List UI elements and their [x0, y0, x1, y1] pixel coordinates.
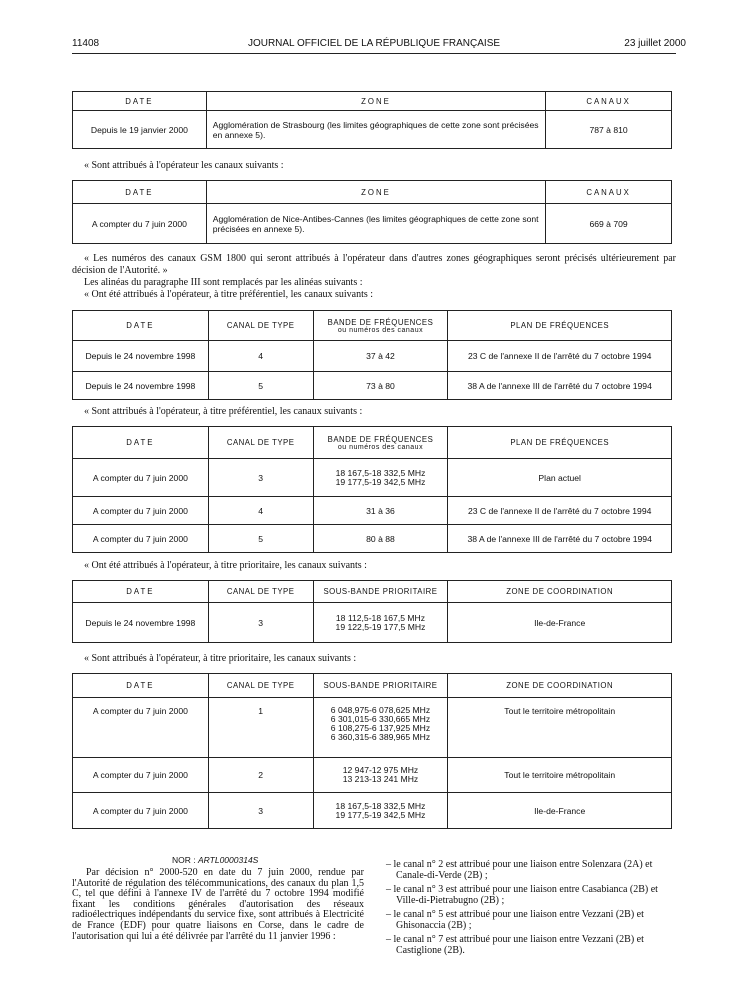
intro-paragraph: « Sont attribués à l'opérateur, à titre préférentiel, les canaux suivants :	[84, 406, 363, 417]
intro-paragraph: « Ont été attribués à l'opérateur, à titre préférentiel, les canaux suivants :	[84, 289, 374, 300]
canal-cell: 3	[208, 459, 313, 497]
gsm-paragraph: « Les numéros des canaux GSM 1800 qui seront attribués à l'opérateur dans d'autres zones géographiques seront précisés ultérieurement par décision de l'Autorité. »	[72, 253, 676, 276]
column-header-zone-coordination: ZONE DE COORDINATION	[448, 581, 672, 603]
date-cell: A compter du 7 juin 2000	[73, 525, 209, 553]
column-header-canal-type: CANAL DE TYPE	[208, 427, 313, 459]
column-header-canal-type: CANAL DE TYPE	[208, 311, 313, 341]
list-item: – le canal n° 5 est attribué pour une liaison entre Vezzani (2B) et Ghisonaccia (2B) ;	[386, 909, 644, 931]
bande-cell: 73 à 80	[313, 372, 448, 400]
frequency-range: 19 177,5-19 342,5 MHz	[335, 476, 426, 487]
column-header-date: DATE	[73, 581, 209, 603]
date-cell: A compter du 7 juin 2000	[73, 698, 209, 758]
column-header-canal-type: CANAL DE TYPE	[208, 581, 313, 603]
canal-cell: 1	[208, 698, 313, 758]
list-item: – le canal n° 2 est attribué pour une liaison entre Solenzara (2A) et Canale-di-Verde (2B) ;	[386, 859, 653, 881]
column-header-sous-bande: SOUS-BANDE PRIORITAIRE	[313, 581, 448, 603]
column-header-bande	[313, 427, 448, 459]
frequency-range: 12 947-12 975 MHz	[342, 765, 419, 775]
canal-cell: 2	[208, 758, 313, 793]
column-header-zone: ZONE	[206, 92, 545, 111]
table-row	[73, 758, 672, 793]
zone-cell: Ile-de-France	[448, 603, 672, 643]
sous-bande-cell	[313, 793, 448, 829]
frequency-range: 6 108,275-6 137,925 MHz	[330, 723, 431, 733]
frequency-range: 19 122,5-19 177,5 MHz	[335, 621, 426, 632]
date-cell: Depuis le 19 janvier 2000	[73, 111, 207, 149]
intro-paragraph: « Ont été attribués à l'opérateur, à titre prioritaire, les canaux suivants :	[84, 560, 367, 571]
table-row	[73, 793, 672, 829]
publication-date: 23 juillet 2000	[624, 38, 686, 49]
column-header-bande	[313, 311, 448, 341]
list-item: – le canal n° 7 est attribué pour une liaison entre Vezzani (2B) et Castiglione (2B).	[386, 934, 644, 956]
list-item: – le canal n° 3 est attribué pour une liaison entre Casabianca (2B) et Ville-di-Pietrabugno (2B) ;	[386, 884, 658, 906]
table-row	[73, 111, 672, 149]
frequency-range: 18 167,5-18 332,5 MHz	[335, 800, 426, 811]
canaux-table-nice	[72, 180, 672, 244]
date-cell: A compter du 7 juin 2000	[73, 758, 209, 793]
frequency-range: 18 112,5-18 167,5 MHz	[335, 612, 426, 623]
bande-subtitle: ou numéros des canaux	[337, 443, 424, 451]
column-header-sous-bande: SOUS-BANDE PRIORITAIRE	[313, 674, 448, 698]
zone-cell: Tout le territoire métropolitain	[448, 758, 672, 793]
date-cell: Depuis le 24 novembre 1998	[73, 341, 209, 372]
page-number: 11408	[72, 38, 100, 49]
table-row	[73, 525, 672, 553]
column-header-plan: PLAN DE FRÉQUENCES	[448, 311, 672, 341]
frequency-range: 6 048,975-6 078,625 MHz	[330, 705, 431, 715]
canaux-cell: 669 à 709	[546, 204, 672, 244]
table-row	[73, 698, 672, 758]
column-header-zone-coordination: ZONE DE COORDINATION	[448, 674, 672, 698]
priority-channels-table-2	[72, 673, 672, 829]
frequency-range: 18 167,5-18 332,5 MHz	[335, 467, 426, 478]
plan-cell: 38 A de l'annexe III de l'arrêté du 7 octobre 1994	[448, 525, 672, 553]
canal-cell: 5	[208, 525, 313, 553]
plan-cell: 23 C de l'annexe II de l'arrêté du 7 octobre 1994	[448, 341, 672, 372]
zone-cell: Ile-de-France	[448, 793, 672, 829]
sous-bande-cell	[313, 603, 448, 643]
frequency-range: 13 213-13 241 MHz	[342, 774, 419, 784]
journal-title: JOURNAL OFFICIEL DE LA RÉPUBLIQUE FRANÇAISE	[247, 38, 501, 49]
bande-cell	[313, 459, 448, 497]
table-row	[73, 497, 672, 525]
plan-cell: 23 C de l'annexe II de l'arrêté du 7 octobre 1994	[448, 497, 672, 525]
bande-cell: 31 à 36	[313, 497, 448, 525]
header-rule	[72, 53, 676, 54]
bande-subtitle: ou numéros des canaux	[337, 326, 424, 334]
intro-paragraph: « Sont attribués à l'opérateur les canaux suivants :	[84, 160, 284, 171]
column-header-zone: ZONE	[206, 181, 545, 204]
plan-cell: Plan actuel	[448, 459, 672, 497]
date-cell: A compter du 7 juin 2000	[73, 204, 207, 244]
liaisons-list	[386, 859, 676, 959]
table-row	[73, 603, 672, 643]
column-header-date: DATE	[73, 181, 207, 204]
decision-paragraph: Par décision n° 2000-520 en date du 7 juin 2000, rendue par l'Autorité de régulation des télécommunications, des canaux du plan 1,5 C, tel que défini à l'annexe IV de l'arrêté du 7 octobre 1994 modifié fixant les conditions générales d'autorisation des réseaux radioélectriques indépendants du service fixe, sont attribués à Electricité de France (EDF) pour quatre liaisons en Corse, dans le cadre de l'autorisation qui lui a été délivrée par l'arrêté du 11 janvier 1996 :	[72, 867, 364, 942]
canal-cell: 3	[208, 793, 313, 829]
column-header-date: DATE	[73, 674, 209, 698]
column-header-date: DATE	[73, 427, 209, 459]
date-cell: A compter du 7 juin 2000	[73, 793, 209, 829]
preferential-channels-table-1	[72, 310, 672, 400]
date-cell: A compter du 7 juin 2000	[73, 497, 209, 525]
sous-bande-cell	[313, 758, 448, 793]
canal-cell: 3	[208, 603, 313, 643]
column-header-date: DATE	[73, 92, 207, 111]
date-cell: Depuis le 24 novembre 1998	[73, 603, 209, 643]
column-header-canal-type: CANAL DE TYPE	[208, 674, 313, 698]
column-header-date: DATE	[73, 311, 209, 341]
zone-cell: Tout le territoire métropolitain	[448, 698, 672, 758]
frequency-range: 6 360,315-6 389,965 MHz	[330, 732, 431, 742]
zone-cell: Agglomération de Strasbourg (les limites géographiques de cette zone sont précisées en annexe 5).	[206, 111, 545, 149]
alineas-paragraph: Les alinéas du paragraphe III sont remplacés par les alinéas suivants :	[84, 277, 363, 288]
zone-cell: Agglomération de Nice-Antibes-Cannes (les limites géographiques de cette zone sont précisées en annexe 5).	[206, 204, 545, 244]
column-header-canaux: CANAUX	[546, 92, 672, 111]
date-cell: Depuis le 24 novembre 1998	[73, 372, 209, 400]
priority-channels-table-1	[72, 580, 672, 643]
canaux-cell: 787 à 810	[546, 111, 672, 149]
table-row	[73, 459, 672, 497]
plan-cell: 38 A de l'annexe III de l'arrêté du 7 octobre 1994	[448, 372, 672, 400]
frequency-range: 19 177,5-19 342,5 MHz	[335, 809, 426, 820]
table-row	[73, 204, 672, 244]
canaux-table-strasbourg	[72, 91, 672, 149]
date-cell: A compter du 7 juin 2000	[73, 459, 209, 497]
nor-reference	[172, 855, 258, 865]
preferential-channels-table-2	[72, 426, 672, 553]
table-row	[73, 372, 672, 400]
bande-title: BANDE DE FRÉQUENCES	[327, 317, 434, 327]
bande-title: BANDE DE FRÉQUENCES	[327, 434, 434, 444]
frequency-range: 6 301,015-6 330,665 MHz	[330, 714, 431, 724]
nor-code: ARTL0000314S	[198, 855, 259, 865]
bande-cell: 80 à 88	[313, 525, 448, 553]
intro-paragraph: « Sont attribués à l'opérateur, à titre prioritaire, les canaux suivants :	[84, 653, 357, 664]
column-header-canaux: CANAUX	[546, 181, 672, 204]
table-row	[73, 341, 672, 372]
canal-cell: 4	[208, 497, 313, 525]
column-header-plan: PLAN DE FRÉQUENCES	[448, 427, 672, 459]
canal-cell: 4	[208, 341, 313, 372]
nor-label: NOR :	[172, 855, 196, 865]
bande-cell: 37 à 42	[313, 341, 448, 372]
canal-cell: 5	[208, 372, 313, 400]
sous-bande-cell	[313, 698, 448, 758]
